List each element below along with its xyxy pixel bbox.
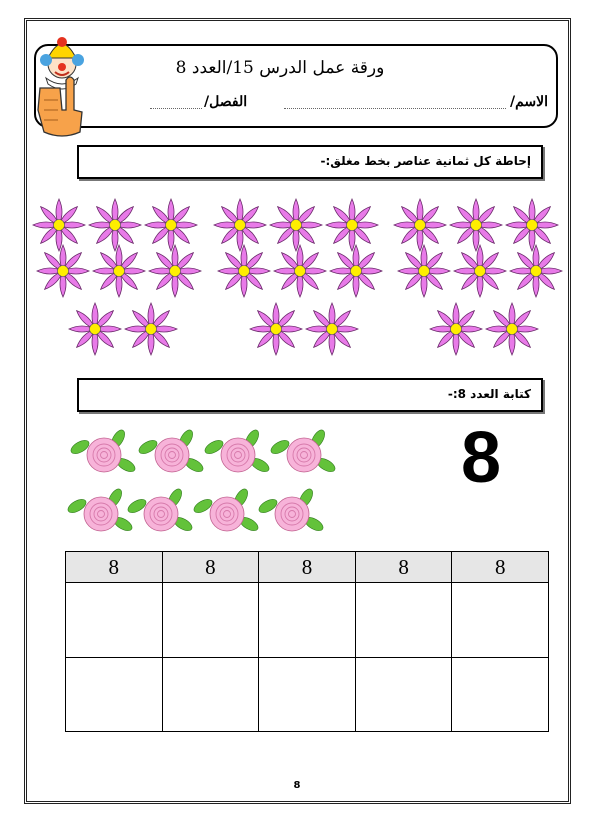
writing-cell[interactable]: [162, 583, 259, 658]
practice-row: [66, 657, 549, 732]
task-write-eight-label: كتابة العدد 8:-: [447, 387, 531, 401]
writing-cell[interactable]: [355, 657, 452, 732]
rose-icon: [257, 487, 325, 533]
rose-icon: [269, 428, 337, 474]
writing-cell[interactable]: [452, 657, 549, 732]
rose-icon: [69, 428, 137, 474]
task-circle-eight-label: إحاطة كل ثمانية عناصر بخط مغلق:-: [320, 154, 531, 168]
rose-icon: [126, 487, 194, 533]
practice-table-header-row: [66, 552, 549, 583]
practice-table: [65, 551, 549, 732]
writing-cell[interactable]: [66, 583, 163, 658]
rose-icon: [66, 487, 134, 533]
header-cell: 8: [452, 552, 549, 583]
rose-icon: [203, 428, 271, 474]
writing-cell[interactable]: [66, 657, 163, 732]
big-digit-eight: 8: [460, 418, 502, 498]
writing-cell[interactable]: [259, 583, 356, 658]
writing-cell[interactable]: [355, 583, 452, 658]
header-cell: 8: [162, 552, 259, 583]
rose-icon: [192, 487, 260, 533]
header-cell: 8: [66, 552, 163, 583]
header-cell: 8: [259, 552, 356, 583]
writing-cell[interactable]: [162, 657, 259, 732]
class-label: الفصل/: [204, 94, 248, 110]
writing-cell[interactable]: [259, 657, 356, 732]
name-label: الاسم/: [510, 94, 549, 110]
practice-row: [66, 583, 549, 658]
writing-cell[interactable]: [452, 583, 549, 658]
header-cell: 8: [355, 552, 452, 583]
worksheet-title: ورقة عمل الدرس 15/العدد 8: [175, 58, 385, 78]
page-number: 8: [293, 780, 301, 791]
rose-icon: [137, 428, 205, 474]
